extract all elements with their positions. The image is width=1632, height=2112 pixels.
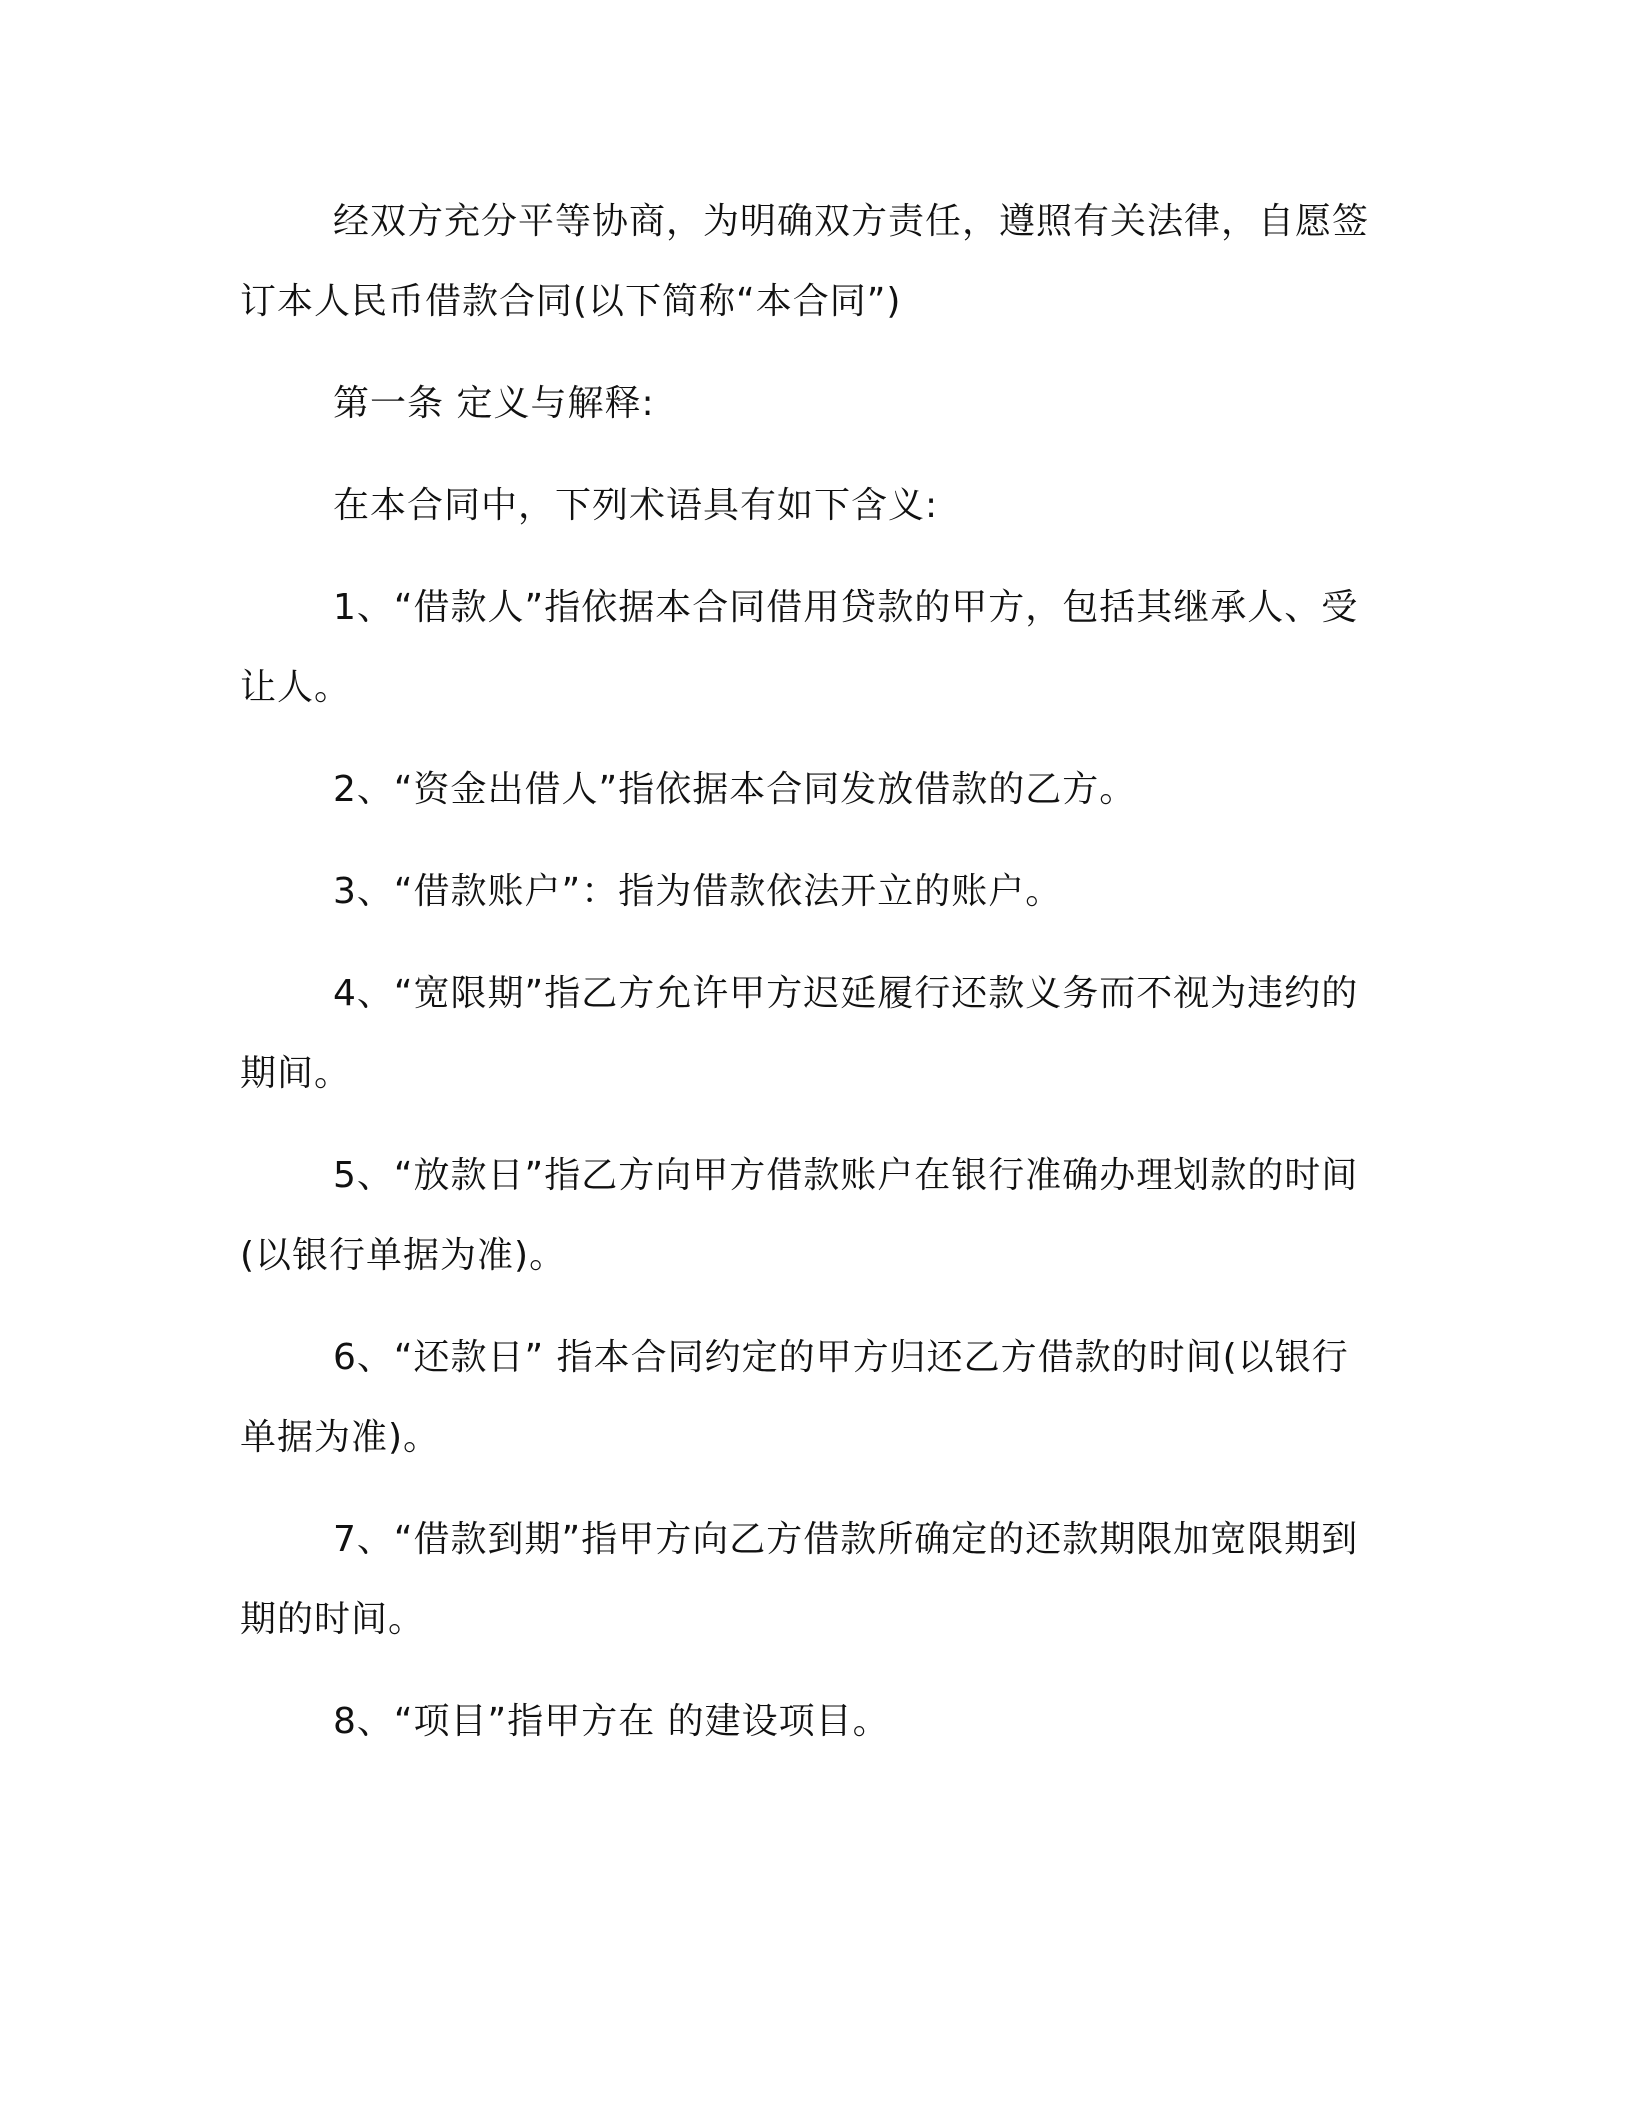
- definition-item-8: 8、“项目”指甲方在 的建设项目。: [333, 1701, 890, 1742]
- definition-item-5: 5、“放款日”指乙方向甲方借款账户在银行准确办理划款的时间(以银行单据为准)。: [240, 1155, 1359, 1276]
- definition-item-1: 1、“借款人”指依据本合同借用贷款的甲方，包括其继承人、受让人。: [240, 587, 1359, 708]
- definition-item-3: 3、“借款账户”：指为借款依法开立的账户。: [333, 871, 1063, 912]
- definition-item-2: 2、“资金出借人”指依据本合同发放借款的乙方。: [333, 769, 1137, 810]
- intro-paragraph: 经双方充分平等协商，为明确双方责任，遵照有关法律，自愿签订本人民币借款合同(以下简称“本合同”): [240, 201, 1370, 322]
- definition-item-7: 7、“借款到期”指甲方向乙方借款所确定的还款期限加宽限期到期的时间。: [240, 1519, 1359, 1640]
- document-body: [240, 182, 1385, 1762]
- article-one-heading: 第一条 定义与解释:: [333, 383, 655, 424]
- definitions-intro: 在本合同中，下列术语具有如下含义:: [333, 485, 939, 526]
- definition-item-4: 4、“宽限期”指乙方允许甲方迟延履行还款义务而不视为违约的期间。: [240, 973, 1359, 1094]
- definition-item-6: 6、“还款日” 指本合同约定的甲方归还乙方借款的时间(以银行单据为准)。: [240, 1337, 1349, 1458]
